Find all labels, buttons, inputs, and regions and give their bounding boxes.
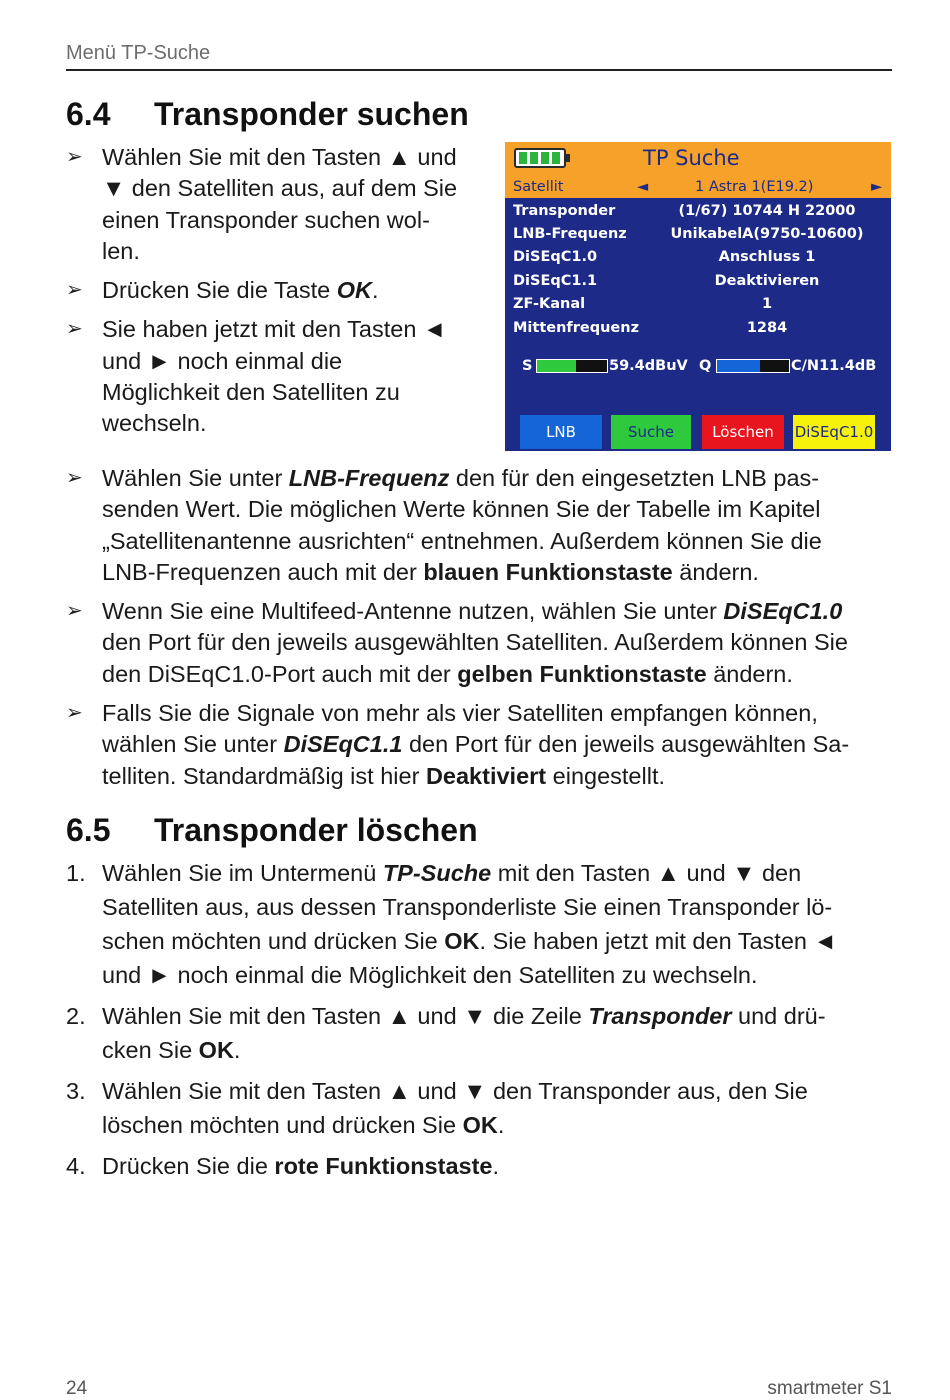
- screen-title: TP Suche: [643, 146, 740, 170]
- section-title: Transponder suchen: [154, 96, 469, 132]
- row-value-transponder: (1/67) 10744 H 22000: [678, 203, 856, 219]
- text-run: und drü-: [731, 1003, 826, 1029]
- satellite-row[interactable]: [505, 176, 891, 198]
- signal-s-label: S: [522, 358, 533, 374]
- signal-q-value: C/N11.4dB: [791, 358, 877, 374]
- product-name: smartmeter S1: [767, 1378, 892, 1399]
- text-run: .: [233, 1037, 241, 1063]
- text-run: telliten. Standardmäßig ist hier: [102, 762, 426, 789]
- bold-term: blauen Funktionstaste: [423, 558, 673, 585]
- text-line: einen Transponder suchen wol-: [102, 206, 430, 233]
- bold-term: Deaktiviert: [425, 762, 547, 789]
- signal-s-bar: [536, 359, 608, 373]
- term: DiSEqC1.0: [723, 598, 843, 625]
- list-item: [66, 314, 496, 439]
- step-number: 3.: [66, 1078, 86, 1104]
- list-item: [66, 856, 892, 992]
- text-run: schen möchten und drücken Sie: [102, 928, 445, 954]
- row-label-diseqc11: DiSEqC1.1: [513, 273, 598, 289]
- text-line: Sie haben jetzt mit den Tasten ◄: [102, 316, 447, 343]
- text-run: den für den eingesetzten LNB pas-: [449, 465, 820, 491]
- bullet-list-bottom: [66, 463, 892, 800]
- list-item: [66, 1074, 892, 1142]
- header-title: Menü TP-Suche: [66, 42, 211, 64]
- page-number: 24: [66, 1378, 88, 1399]
- signal-q-bar: [716, 359, 790, 373]
- text-run: Drücken Sie die Taste: [102, 277, 337, 304]
- screen-title-bar: [505, 142, 891, 176]
- list-item: [66, 698, 892, 792]
- section-heading-6-4: [66, 96, 469, 133]
- bold-term: rote Funktionstaste: [274, 1153, 493, 1179]
- row-value-lnb: UnikabelA(9750-10600): [670, 226, 864, 242]
- key-ok: OK: [444, 928, 480, 954]
- suche-button[interactable]: Suche: [611, 415, 691, 449]
- term: TP-Suche: [382, 860, 492, 886]
- text-line: Möglichkeit den Satelliten zu: [102, 379, 400, 406]
- text-run: ändern.: [672, 558, 759, 585]
- row-label-diseqc10: DiSEqC1.0: [513, 249, 598, 265]
- key-ok: OK: [462, 1112, 498, 1138]
- text-run: .: [371, 277, 379, 304]
- text-run: .: [492, 1153, 500, 1179]
- arrow-right-icon[interactable]: ►: [871, 179, 883, 195]
- list-item: [66, 1149, 892, 1183]
- key-ok: OK: [336, 277, 372, 304]
- text-run: Drücken Sie die: [102, 1153, 275, 1179]
- satellite-value: 1 Astra 1(E19.2): [695, 179, 814, 195]
- bold-term: gelben Funktionstaste: [457, 660, 707, 687]
- list-item: [66, 596, 892, 690]
- text-run: den Port für den jeweils ausgewählten Sa-: [402, 731, 850, 758]
- text-line: und ► noch einmal die: [102, 347, 343, 374]
- section-title: Transponder löschen: [154, 812, 478, 848]
- text-line: len.: [102, 237, 140, 264]
- arrow-left-icon[interactable]: ◄: [637, 179, 649, 195]
- text-run: . Sie haben jetzt mit den Tasten ◄: [479, 928, 837, 954]
- row-value-diseqc11: Deaktivieren: [714, 273, 820, 289]
- text-line: Wählen Sie mit den Tasten ▲ und ▼ den Transponder aus, den Sie: [102, 1078, 808, 1104]
- arrow-bullet-icon: ➢: [66, 702, 83, 725]
- arrow-bullet-icon: ➢: [66, 467, 83, 489]
- text-run: den DiSEqC1.0-Port auch mit der: [102, 660, 458, 687]
- row-label-zf: ZF-Kanal: [513, 296, 586, 312]
- text-line: Wählen Sie mit den Tasten ▲ und: [102, 144, 457, 170]
- text-line: ▼ den Satelliten aus, auf dem Sie: [102, 175, 458, 202]
- row-value-diseqc10: Anschluss 1: [718, 249, 816, 265]
- text-run: LNB-Frequenzen auch mit der: [102, 558, 424, 585]
- steps-list: [66, 856, 892, 1190]
- battery-icon: [514, 148, 566, 168]
- text-run: Wählen Sie mit den Tasten ▲ und ▼ die Zeile: [102, 1003, 589, 1029]
- row-label-mitte: Mittenfrequenz: [513, 320, 640, 336]
- signal-s-fill: [537, 360, 576, 372]
- bullet-list-top: [66, 142, 496, 448]
- signal-q-label: Q: [699, 358, 712, 374]
- list-item: [66, 275, 496, 306]
- step-number: 1.: [66, 860, 86, 886]
- arrow-bullet-icon: ➢: [66, 146, 83, 168]
- text-run: cken Sie: [102, 1037, 199, 1063]
- text-line: und ► noch einmal die Möglichkeit den Satelliten zu wechseln.: [102, 962, 758, 988]
- text-run: Wählen Sie im Untermenü: [102, 860, 383, 886]
- text-run: mit den Tasten ▲ und ▼ den: [491, 860, 802, 886]
- signal-q-fill: [717, 360, 760, 372]
- lnb-button[interactable]: LNB: [520, 415, 602, 449]
- text-line: senden Wert. Die möglichen Werte können Sie der Tabelle im Kapitel: [102, 496, 821, 523]
- section-number: 6.5: [66, 812, 111, 848]
- step-number: 4.: [66, 1153, 86, 1179]
- row-value-mitte: 1284: [746, 320, 788, 336]
- list-item: [66, 999, 892, 1067]
- row-label-transponder: Transponder: [513, 203, 616, 219]
- term: Transponder: [588, 1003, 732, 1029]
- row-label-lnb: LNB-Frequenz: [513, 226, 627, 242]
- row-value-zf: 1: [761, 296, 773, 312]
- text-run: wählen Sie unter: [102, 731, 284, 758]
- satellite-label: Satellit: [513, 179, 564, 195]
- term: LNB-Frequenz: [288, 465, 450, 491]
- signal-s-value: 59.4dBuV: [609, 358, 688, 374]
- section-number: 6.4: [66, 96, 111, 132]
- diseqc-button[interactable]: DiSEqC1.0: [793, 415, 875, 449]
- term: DiSEqC1.1: [283, 731, 403, 758]
- text-run: Wenn Sie eine Multifeed-Antenne nutzen, wählen Sie unter: [102, 598, 724, 625]
- text-run: .: [497, 1112, 505, 1138]
- loeschen-button[interactable]: Löschen: [702, 415, 784, 449]
- arrow-bullet-icon: ➢: [66, 318, 83, 341]
- list-item: [66, 142, 496, 267]
- text-line: „Satellitenantenne ausrichten“ entnehmen. Außerdem können Sie die: [102, 527, 822, 554]
- text-run: löschen möchten und drücken Sie: [102, 1112, 463, 1138]
- header-rule: [66, 69, 892, 71]
- section-heading-6-5: [66, 812, 478, 849]
- text-run: ändern.: [706, 660, 793, 687]
- tp-suche-screen: [505, 142, 891, 451]
- text-line: den Port für den jeweils ausgewählten Satelliten. Außerdem können Sie: [102, 629, 848, 656]
- text-run: Wählen Sie unter: [102, 465, 289, 491]
- step-number: 2.: [66, 1003, 86, 1029]
- text-line: Falls Sie die Signale von mehr als vier Satelliten empfangen können,: [102, 700, 818, 727]
- text-run: eingestellt.: [546, 762, 666, 789]
- list-item: [66, 463, 892, 588]
- arrow-bullet-icon: ➢: [66, 600, 83, 623]
- arrow-bullet-icon: ➢: [66, 279, 83, 302]
- text-line: wechseln.: [102, 410, 207, 437]
- text-line: Satelliten aus, aus dessen Transponderliste Sie einen Transponder lö-: [102, 894, 833, 920]
- key-ok: OK: [198, 1037, 234, 1063]
